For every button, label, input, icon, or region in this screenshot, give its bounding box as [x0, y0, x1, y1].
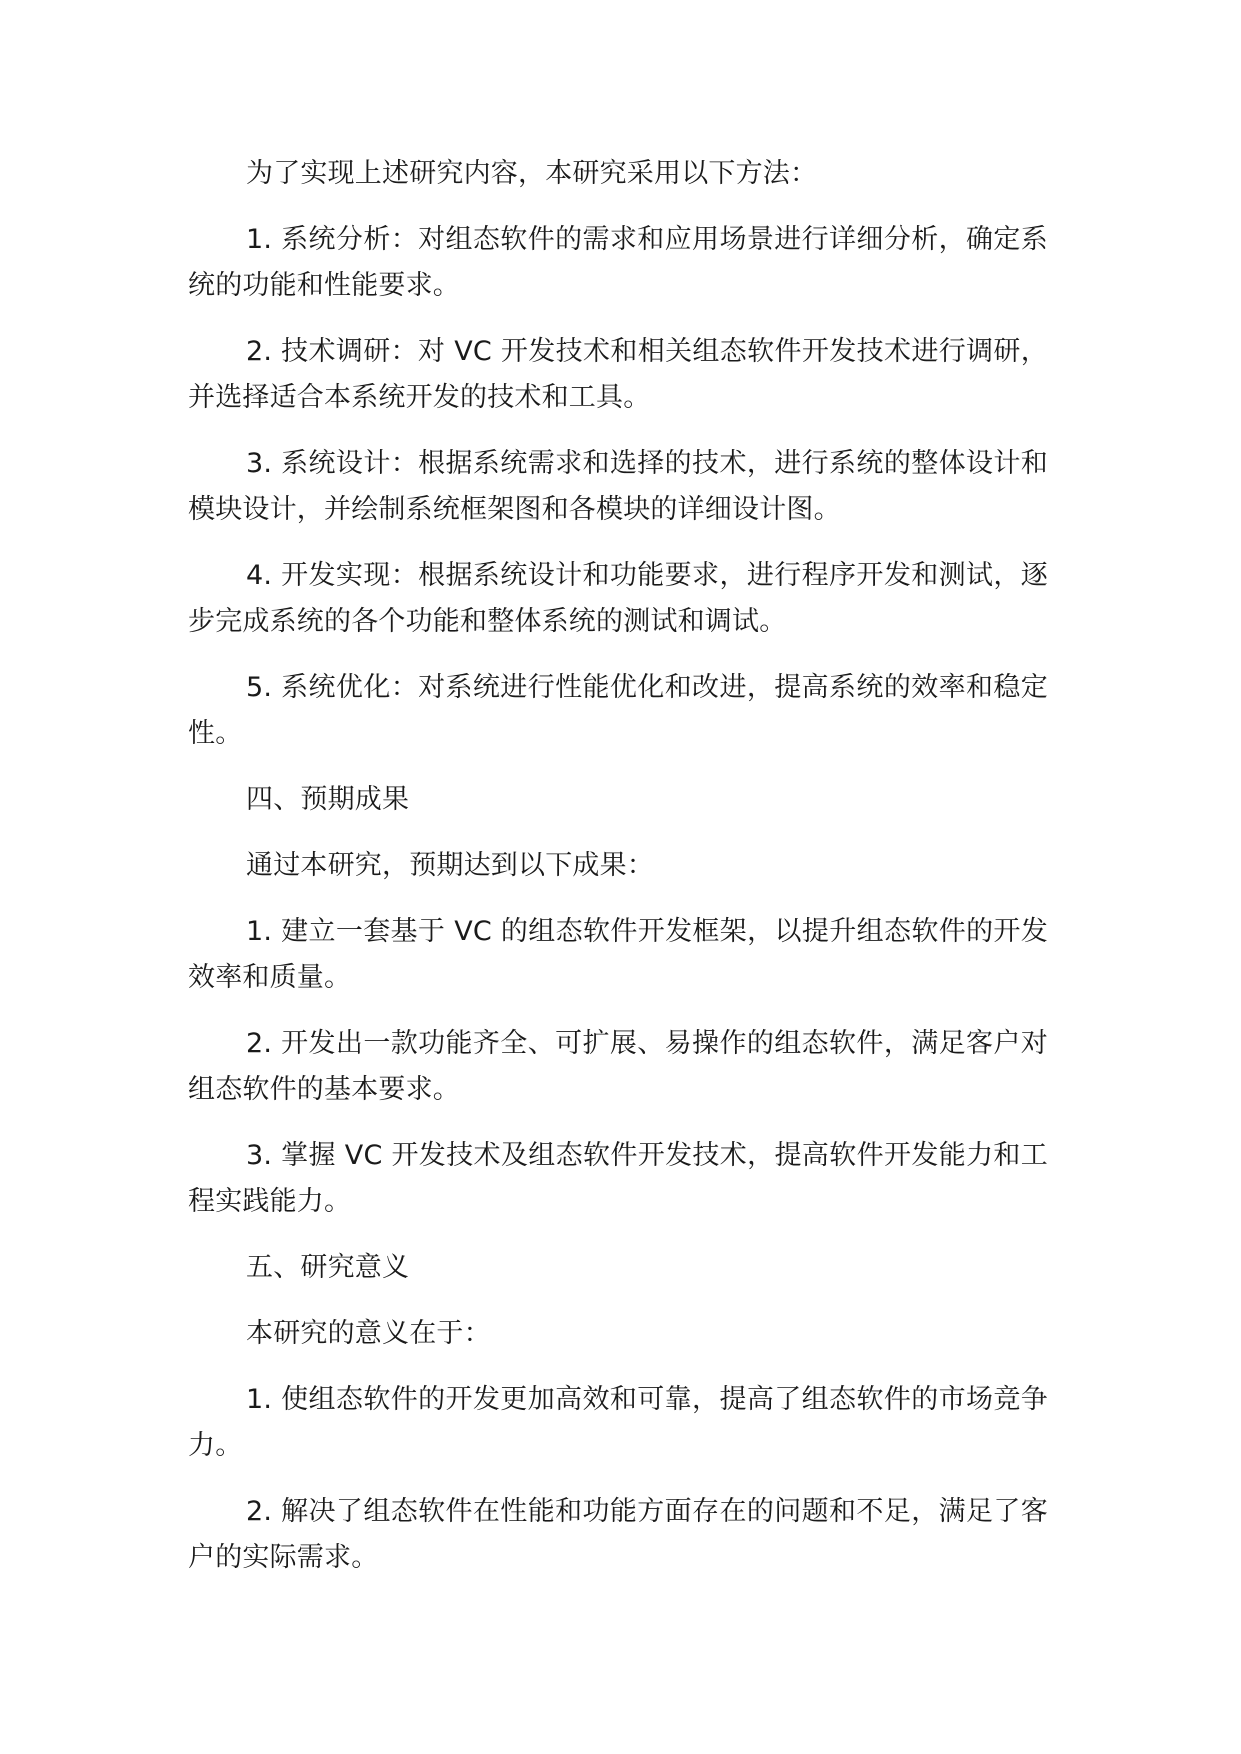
result-item-software: 2. 开发出一款功能齐全、可扩展、易操作的组态软件，满足客户对组态软件的基本要求。	[188, 1028, 1048, 1105]
section-heading-significance: 五、研究意义	[246, 1252, 410, 1283]
significance-intro-paragraph: 本研究的意义在于：	[246, 1318, 491, 1349]
result-item-framework: 1. 建立一套基于 VC 的组态软件开发框架，以提升组态软件的开发效率和质量。	[188, 916, 1048, 993]
document-body	[188, 151, 1048, 1601]
significance-item-efficiency: 1. 使组态软件的开发更加高效和可靠，提高了组态软件的市场竞争力。	[188, 1384, 1048, 1461]
method-item-optimization: 5. 系统优化：对系统进行性能优化和改进，提高系统的效率和稳定性。	[188, 672, 1048, 749]
significance-item-problems: 2. 解决了组态软件在性能和功能方面存在的问题和不足，满足了客户的实际需求。	[188, 1496, 1048, 1573]
method-item-system-design: 3. 系统设计：根据系统需求和选择的技术，进行系统的整体设计和模块设计，并绘制系统框架图和各模块的详细设计图。	[188, 448, 1048, 525]
section-heading-expected-results: 四、预期成果	[246, 784, 410, 815]
methods-intro-paragraph: 为了实现上述研究内容，本研究采用以下方法：	[246, 158, 818, 189]
results-intro-paragraph: 通过本研究，预期达到以下成果：	[246, 850, 654, 881]
method-item-development: 4. 开发实现：根据系统设计和功能要求，进行程序开发和测试，逐步完成系统的各个功能和整体系统的测试和调试。	[188, 560, 1048, 637]
method-item-system-analysis: 1. 系统分析：对组态软件的需求和应用场景进行详细分析，确定系统的功能和性能要求。	[188, 224, 1048, 301]
method-item-tech-research: 2. 技术调研：对 VC 开发技术和相关组态软件开发技术进行调研，并选择适合本系统开发的技术和工具。	[188, 336, 1048, 413]
result-item-skills: 3. 掌握 VC 开发技术及组态软件开发技术，提高软件开发能力和工程实践能力。	[188, 1140, 1048, 1217]
